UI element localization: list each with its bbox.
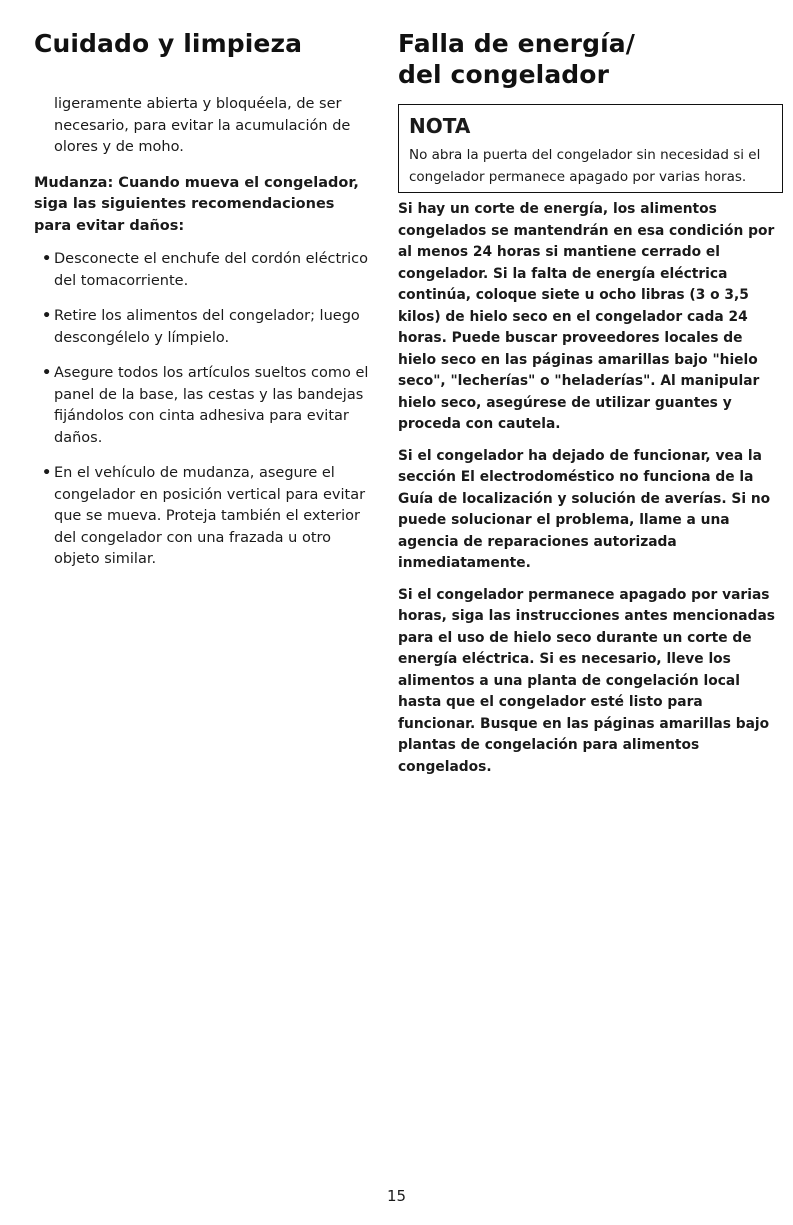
stopped-working-paragraph: Si el congelador ha dejado de funcionar, vea la sección El electrodoméstico no funciona de la Guía de localización y solución de averías. Si no puede solucionar el problema, llame a una agencia de reparaciones autorizada inmediatamente.	[398, 447, 771, 571]
list-item: • Retire los alimentos del congelador; luego descongélelo y límpielo.	[42, 308, 360, 346]
note-title: NOTA	[409, 114, 471, 138]
right-column	[398, 28, 783, 788]
bullet-icon: •	[42, 251, 52, 267]
section-title-power-failure: Falla de energía/ del congelador	[398, 29, 635, 89]
bullet-icon: •	[42, 365, 52, 381]
moving-bullet-list	[34, 249, 374, 571]
power-outage-paragraph: Si hay un corte de energía, los alimentos congelados se mantendrán en esa condición por al menos 24 horas si mantiene cerrado el congelador. Si la falta de energía eléctrica continúa, coloque siete u ocho libras (3 o 3,5 kilos) de hielo seco en el congelador cada 24 horas. Puede buscar proveedores locales de hielo seco en las páginas amarillas bajo "hielo seco", "lecherías" o "heladerías". Al manipular hielo seco, asegúrese de utilizar guantes y proceda con cautela.	[398, 201, 775, 432]
note-box	[398, 104, 783, 193]
list-item: • Asegure todos los artículos sueltos como el panel de la base, las cestas y las bandejas fijándolos con cinta adhesiva para evitar daños.	[42, 365, 369, 446]
left-column	[34, 28, 374, 585]
bullet-icon: •	[42, 465, 52, 481]
intro-paragraph: ligeramente abierta y bloquéela, de ser necesario, para evitar la acumulación de olores y de moho.	[54, 96, 351, 155]
moving-subheading: Mudanza: Cuando mueva el congelador, siga las siguientes recomendaciones para evitar daños:	[34, 174, 359, 234]
extended-outage-paragraph: Si el congelador permanece apagado por varias horas, siga las instrucciones antes mencionadas para el uso de hielo seco durante un corte de energía eléctrica. Si es necesario, lleve los alimentos a una planta de congelación local hasta que el congelador esté listo para funcionar. Busque en las páginas amarillas bajo plantas de congelación para alimentos congelados.	[398, 586, 775, 775]
list-item: • Desconecte el enchufe del cordón eléctrico del tomacorriente.	[42, 251, 368, 289]
bullet-icon: •	[42, 308, 52, 324]
list-item: • En el vehículo de mudanza, asegure el congelador en posición vertical para evitar que se mueva. Proteja también el exterior del congelador con una frazada u otro objeto similar.	[42, 465, 366, 567]
section-title-care: Cuidado y limpieza	[34, 29, 303, 58]
note-text: No abra la puerta del congelador sin necesidad si el congelador permanece apagado por varias horas.	[409, 147, 761, 185]
page-number: 15	[386, 1187, 407, 1205]
